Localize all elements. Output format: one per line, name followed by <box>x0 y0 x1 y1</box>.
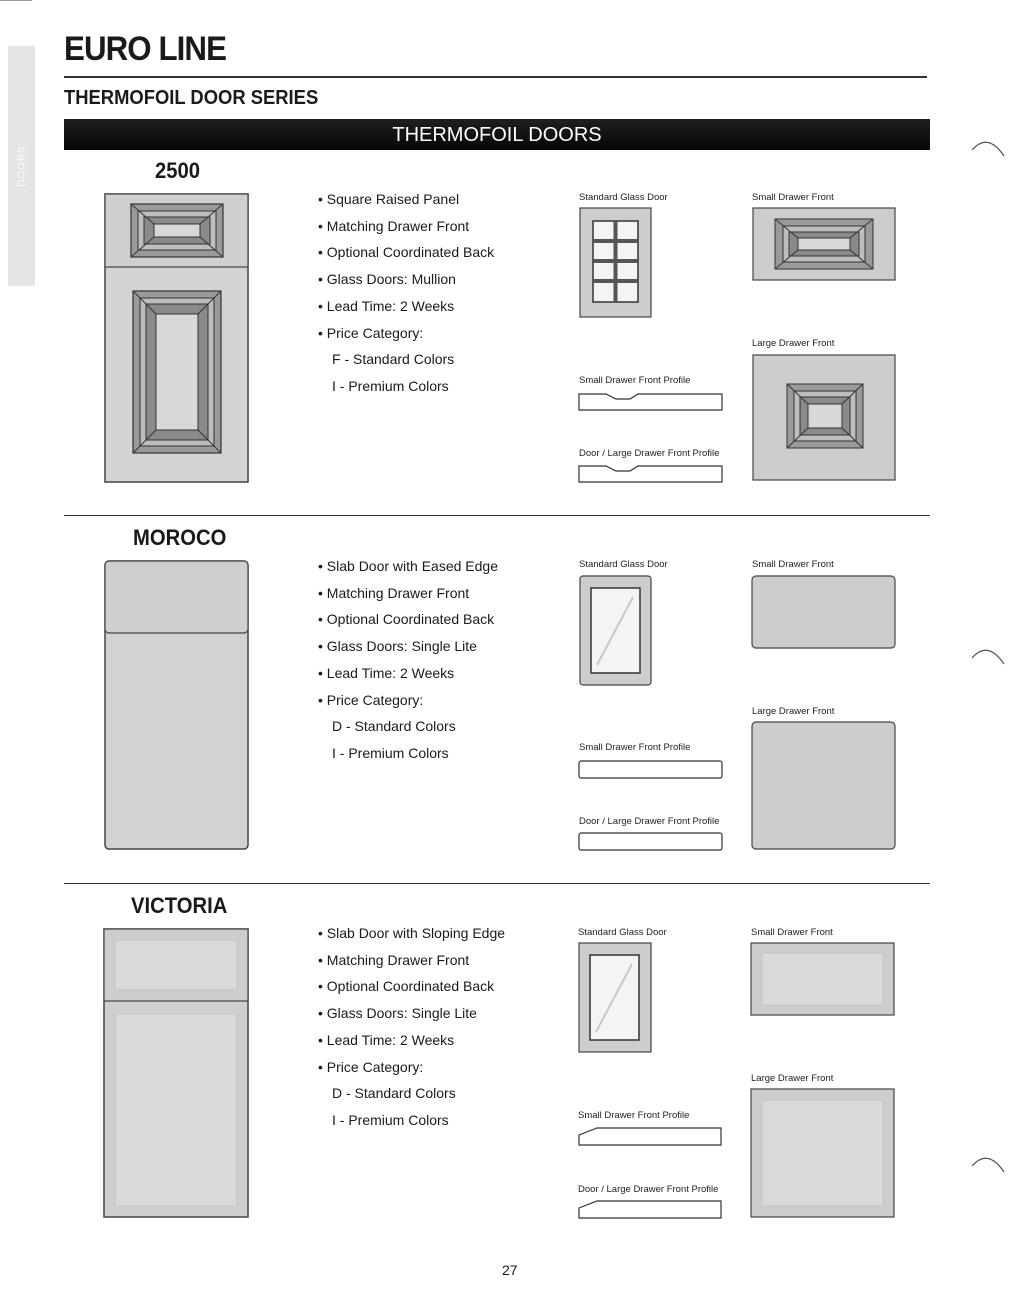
title-divider <box>64 76 927 78</box>
binder-hole-mark <box>970 132 1010 162</box>
features-2500 <box>318 186 494 400</box>
binder-hole-mark <box>970 640 1010 670</box>
feature-item: • Lead Time: 2 Weeks <box>318 664 455 681</box>
caption-small-profile: Small Drawer Front Profile <box>579 742 691 753</box>
caption-door-profile: Door / Large Drawer Front Profile <box>579 816 720 827</box>
feature-item: • Glass Doors: Single Lite <box>318 638 477 655</box>
caption-small-profile: Small Drawer Front Profile <box>578 1110 690 1121</box>
caption-small-profile: Small Drawer Front Profile <box>579 375 691 386</box>
feature-item: • Matching Drawer Front <box>318 217 470 234</box>
glass-door-victoria <box>578 942 653 1054</box>
feature-item: • Optional Coordinated Back <box>318 611 495 628</box>
section-divider <box>64 883 930 884</box>
caption-glass-door: Standard Glass Door <box>578 927 667 938</box>
caption-large-drawer: Large Drawer Front <box>752 338 835 349</box>
corner-mark <box>0 0 32 1</box>
section-divider <box>64 515 930 516</box>
glass-door-moroco <box>579 575 653 687</box>
feature-item: I - Premium Colors <box>332 744 449 761</box>
caption-small-drawer: Small Drawer Front <box>752 192 834 203</box>
features-victoria <box>318 920 505 1134</box>
feature-item: • Lead Time: 2 Weeks <box>318 297 455 314</box>
caption-glass-door: Standard Glass Door <box>579 192 668 203</box>
feature-item: • Lead Time: 2 Weeks <box>318 1031 455 1048</box>
binder-hole-mark <box>970 1148 1010 1178</box>
small-drawer-moroco <box>751 575 897 650</box>
caption-door-profile: Door / Large Drawer Front Profile <box>578 1184 719 1195</box>
small-profile-2500 <box>578 390 724 412</box>
feature-item: • Optional Coordinated Back <box>318 978 495 995</box>
feature-item: I - Premium Colors <box>332 377 449 394</box>
feature-item: D - Standard Colors <box>332 1085 456 1102</box>
features-moroco <box>318 553 498 767</box>
feature-item: • Price Category: <box>318 1058 424 1075</box>
feature-item: • Matching Drawer Front <box>318 951 470 968</box>
feature-item: D - Standard Colors <box>332 718 456 735</box>
door-victoria-illustration <box>103 928 250 1219</box>
series-title: THERMOFOIL DOOR SERIES <box>64 87 319 109</box>
page-number: 27 <box>502 1262 518 1278</box>
door-profile-victoria <box>577 1198 723 1220</box>
caption-door-profile: Door / Large Drawer Front Profile <box>579 448 720 459</box>
small-drawer-2500 <box>752 207 897 282</box>
door-2500-illustration <box>104 193 250 484</box>
feature-item: • Slab Door with Sloping Edge <box>318 925 506 941</box>
large-drawer-2500 <box>752 354 897 482</box>
section-banner: THERMOFOIL DOORS <box>64 119 930 150</box>
caption-small-drawer: Small Drawer Front <box>751 927 833 938</box>
feature-item: • Price Category: <box>318 324 424 341</box>
feature-item: • Glass Doors: Single Lite <box>318 1005 477 1022</box>
feature-item: • Square Raised Panel <box>318 191 460 207</box>
door-profile-moroco <box>578 830 724 852</box>
large-drawer-victoria <box>750 1088 896 1219</box>
caption-small-drawer: Small Drawer Front <box>752 559 834 570</box>
caption-large-drawer: Large Drawer Front <box>752 706 835 717</box>
page-title: EURO LINE <box>64 30 227 68</box>
style-name-2500: 2500 <box>155 158 201 183</box>
feature-item: • Glass Doors: Mullion <box>318 271 456 288</box>
feature-item: • Matching Drawer Front <box>318 584 470 601</box>
large-drawer-moroco <box>751 721 897 851</box>
small-profile-victoria <box>577 1125 723 1147</box>
feature-item: • Price Category: <box>318 691 424 708</box>
style-name-moroco: MOROCO <box>133 525 227 550</box>
feature-item: • Slab Door with Eased Edge <box>318 558 499 574</box>
feature-item: I - Premium Colors <box>332 1111 449 1128</box>
door-moroco-illustration <box>104 560 250 851</box>
feature-item: • Optional Coordinated Back <box>318 244 495 261</box>
feature-item: F - Standard Colors <box>332 351 455 368</box>
small-profile-moroco <box>578 758 724 780</box>
caption-large-drawer: Large Drawer Front <box>751 1073 834 1084</box>
side-tab-label: DOORS <box>16 145 27 187</box>
side-tab <box>8 46 35 286</box>
small-drawer-victoria <box>750 942 896 1017</box>
door-profile-2500 <box>578 462 724 484</box>
caption-glass-door: Standard Glass Door <box>579 559 668 570</box>
style-name-victoria: VICTORIA <box>131 893 228 918</box>
glass-door-2500 <box>579 207 653 319</box>
